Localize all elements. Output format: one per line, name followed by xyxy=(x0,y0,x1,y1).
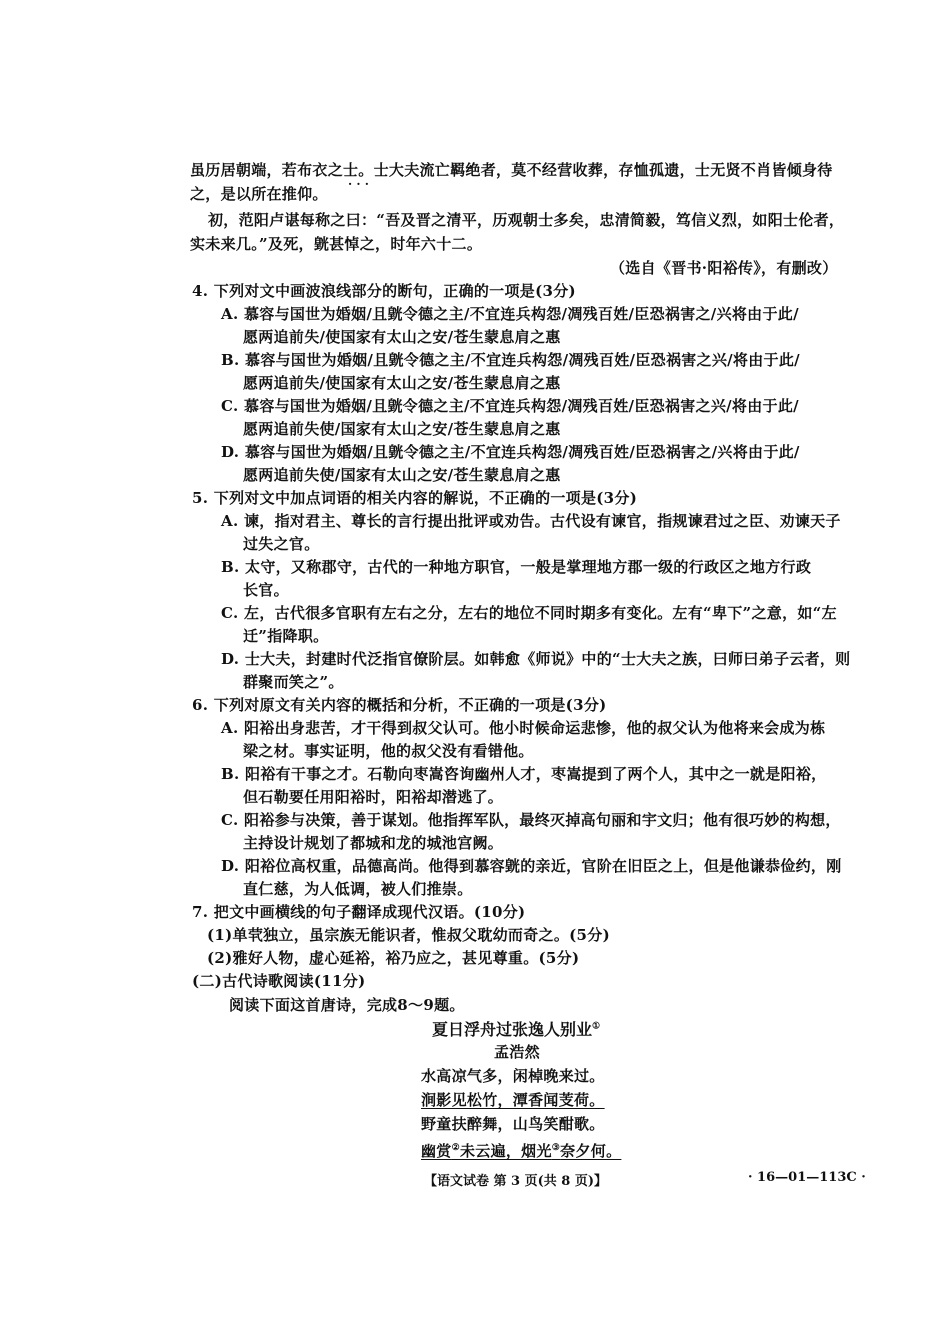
option-b: B. 太守，又称郡守，古代的一种地方职官，一般是掌理地方郡一级的行政区之地方行政 xyxy=(221,558,812,576)
option-d-cont: 直仁慈，为人低调，被人们推崇。 xyxy=(243,880,473,898)
translation-sentence-1: (1)单茕独立，虽宗族无能识者，惟叔父耽幼而奇之。(5分) xyxy=(207,926,610,944)
translation-sentence-2: (2)雅好人物，虚心延裕，裕乃应之，甚见尊重。(5分) xyxy=(207,949,580,967)
section-instruction: 阅读下面这首唐诗，完成8～9题。 xyxy=(229,996,465,1014)
section-heading: (二)古代诗歌阅读(11分) xyxy=(192,972,366,990)
option-c-cont: 愿两追前失使/国家有太山之安/苍生蒙息肩之惠 xyxy=(243,420,561,438)
option-d: D. 阳裕位高权重，品德高尚。他得到慕容皝的亲近，官阶在旧臣之上，但是他谦恭俭约，刚 xyxy=(221,857,842,875)
option-a: A. 谏，指对君主、尊长的言行提出批评或劝告。古代设有谏官，指规谏君过之臣、劝谏天子 xyxy=(221,512,841,530)
option-d: D. 慕容与国世为婚姻/且皝令德之主/不宜连兵构怨/凋残百姓/臣恐祸害之/兴将由于此/ xyxy=(221,443,800,461)
question-stem: 5. 下列对文中加点词语的相关内容的解说，不正确的一项是(3分) xyxy=(192,489,638,507)
option-a-cont: 梁之材。事实证明，他的叔父没有看错他。 xyxy=(243,742,534,760)
poem-line: 野童扶醉舞，山鸟笑酣歌。 xyxy=(421,1115,605,1133)
option-d-cont: 愿两追前失使/国家有太山之安/苍生蒙息肩之惠 xyxy=(243,466,561,484)
option-c-cont: 迁”指降职。 xyxy=(243,627,329,645)
poem-line: 涧影见松竹，潭香闻芰荷。 xyxy=(421,1091,605,1109)
option-b-cont: 愿两追前失/使国家有太山之安/苍生蒙息肩之惠 xyxy=(243,374,561,392)
poem-title: 夏日浮舟过张逸人别业① xyxy=(432,1020,601,1039)
option-b: B. 慕容与国世为婚姻/且皝令德之主/不宜连兵构怨/凋残百姓/臣恐祸害之兴/将由于此/ xyxy=(221,351,800,369)
option-c: C. 阳裕参与决策，善于谋划。他指挥军队，最终灭掉高句丽和宇文归；他有很巧妙的构想， xyxy=(221,811,841,829)
passage-line: 实未来几。”及死，皝甚悼之，时年六十二。 xyxy=(190,235,483,253)
poem-line: 水高凉气多，闲棹晚来过。 xyxy=(421,1067,605,1085)
option-a: A. 阳裕出身悲苦，才干得到叔父认可。他小时候命运悲惨，他的叔父认为他将来会成为栋 xyxy=(221,719,826,737)
poem-author: 孟浩然 xyxy=(494,1043,540,1061)
passage-line: 之，是以所在推仰。 xyxy=(190,185,328,203)
passage-line: 初，范阳卢谌每称之曰：“吾及晋之清平，历观朝士多矣，忠清简毅，笃信义烈，如阳士伦者， xyxy=(208,211,845,229)
option-a-cont: 过失之官。 xyxy=(243,535,320,553)
option-b-cont: 但石勒要任用阳裕时，阳裕却潜逃了。 xyxy=(243,788,504,806)
passage-line: 虽历居朝端，若布衣之士。士大夫流亡羁绝者，莫不经营收葬，存恤孤遗，士无贤不肖皆倾身待 xyxy=(190,161,833,179)
option-c: C. 慕容与国世为婚姻/且皝令德之主/不宜连兵构怨/凋残百姓/臣恐祸害之兴/将由于此/ xyxy=(221,397,799,415)
option-d: D. 士大夫，封建时代泛指官僚阶层。如韩愈《师说》中的“士大夫之族，曰师曰弟子云者，则 xyxy=(221,650,851,668)
exam-code: · 16—01—113C · xyxy=(748,1170,866,1185)
option-a-cont: 愿两追前失/使国家有太山之安/苍生蒙息肩之惠 xyxy=(243,328,561,346)
question-stem: 6. 下列对原文有关内容的概括和分析，不正确的一项是(3分) xyxy=(192,696,607,714)
poem-line: 幽赏②未云遍，烟光③奈夕何。 xyxy=(421,1142,622,1160)
emphasis-dots: · · · xyxy=(348,177,369,191)
option-d-cont: 群聚而笑之”。 xyxy=(243,673,344,691)
option-b: B. 阳裕有干事之才。石勒向枣嵩咨询幽州人才，枣嵩提到了两个人，其中之一就是阳裕， xyxy=(221,765,827,783)
option-c-cont: 主持设计规划了都城和龙的城池宫阙。 xyxy=(243,834,504,852)
question-stem: 7. 把文中画横线的句子翻译成现代汉语。(10分) xyxy=(192,903,526,921)
option-b-cont: 长官。 xyxy=(243,581,289,599)
option-a: A. 慕容与国世为婚姻/且皝令德之主/不宜连兵构怨/凋残百姓/臣恐祸害之/兴将由于此/ xyxy=(221,305,799,323)
page-footer: 【语文试卷 第 3 页(共 8 页)】 xyxy=(424,1174,608,1189)
passage-source: （选自《晋书·阳裕传》，有删改） xyxy=(610,259,838,277)
option-c: C. 左，古代很多官职有左右之分，左右的地位不同时期多有变化。左有“卑下”之意，如“左 xyxy=(221,604,837,622)
question-stem: 4. 下列对文中画波浪线部分的断句，正确的一项是(3分) xyxy=(192,282,576,300)
